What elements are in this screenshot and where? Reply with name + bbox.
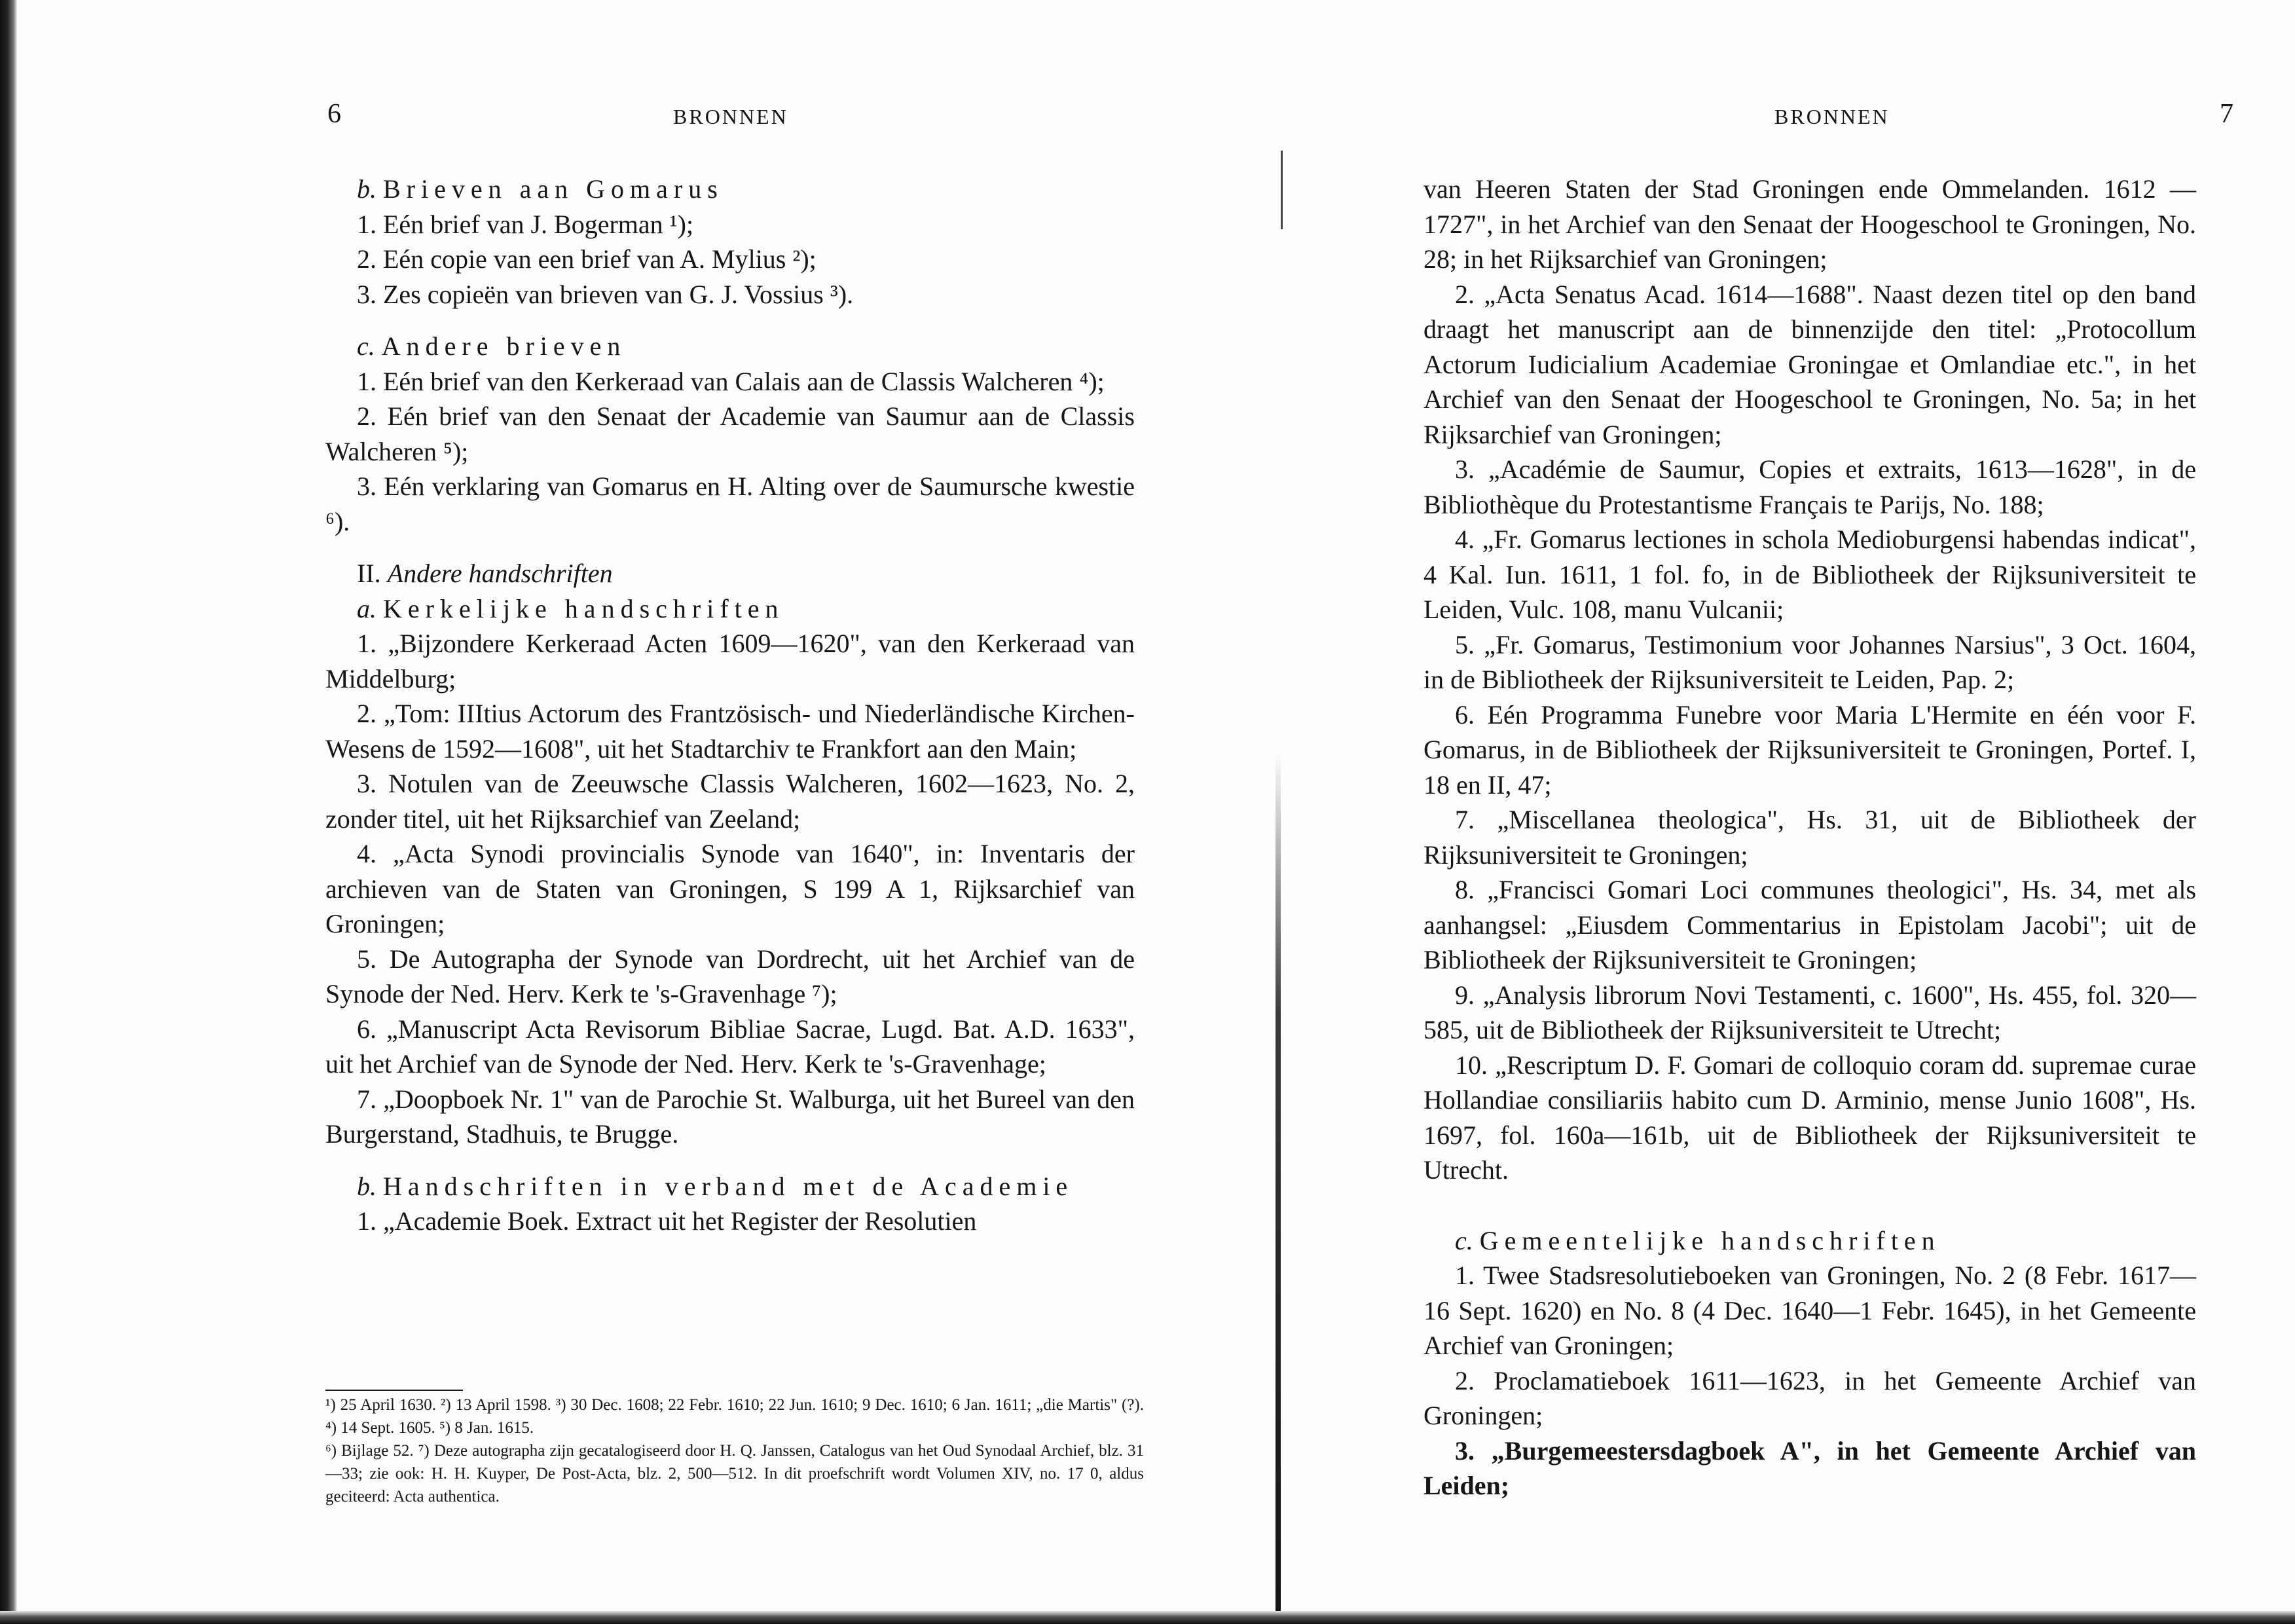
section-label: a. [357, 593, 376, 623]
list-item: 1. „Academie Boek. Extract uit het Register der Resolutien [357, 1206, 977, 1236]
section-title: Andere brieven [381, 331, 627, 361]
page-number: 6 [327, 99, 341, 129]
list-item: 2. „Acta Senatus Acad. 1614—1688". Naast dezen titel op den band draagt het manuscript aan de binnenzijde den titel: „Protocollum Actorum Iudicialium Academiae Groningae et Omlandiae etc.", in het Archief van den Senaat der Hoogeschool te Groningen, No. 5a; in het Rijksarchief van Groningen; [1423, 279, 2196, 449]
footnotes [325, 1393, 1144, 1508]
running-head: BRONNEN [1774, 105, 1890, 128]
list-item: 2. Eén brief van den Senaat der Academie van Saumur aan de Classis Walcheren ⁵); [325, 401, 1135, 466]
list-item: 5. De Autographa der Synode van Dordrecht, uit het Archief van de Synode der Ned. Herv. Kerk te 's-Gravenhage ⁷); [325, 944, 1135, 1008]
list-item: 7. „Doopboek Nr. 1" van de Parochie St. Walburga, uit het Bureel van den Burgerstand, Stadhuis, te Brugge. [325, 1084, 1135, 1149]
list-item: 4. „Acta Synodi provincialis Synode van 1640", in: Inventaris der archieven van de Staten van Groningen, S 199 A 1, Rijksarchief van Groningen; [325, 839, 1135, 938]
right-text-block [1423, 172, 2196, 1504]
list-item: 3. „Académie de Saumur, Copies et extraits, 1613—1628", in de Bibliothèque du Protestantisme Français te Parijs, No. 188; [1423, 454, 2196, 519]
section-label: b. [357, 1171, 376, 1201]
section-title: Brieven aan Gomarus [383, 174, 724, 204]
list-item: 6. „Manuscript Acta Revisorum Bibliae Sacrae, Lugd. Bat. A.D. 1633", uit het Archief van de Synode der Ned. Herv. Kerk te 's-Gravenhage; [325, 1014, 1135, 1079]
continued-paragraph: van Heeren Staten der Stad Groningen ende Ommelanden. 1612 —1727", in het Archief van den Senaat der Hoogeschool te Groningen, No. 28; in het Rijksarchief van Groningen; [1423, 174, 2196, 274]
list-item: 2. Proclamatieboek 1611—1623, in het Gemeente Archief van Groningen; [1423, 1365, 2196, 1430]
footnote-line: ¹) 25 April 1630. ²) 13 April 1598. ³) 30 Dec. 1608; 22 Febr. 1610; 22 Jun. 1610; 9 Dec. 1610; 6 Jan. 1611; „die Martis" (?). ⁴) 14 Sept. 1605. ⁵) 8 Jan. 1615. [325, 1396, 1144, 1437]
list-item: 9. „Analysis librorum Novi Testamenti, c. 1600", Hs. 455, fol. 320—585, uit de Bibliotheek der Rijksuniversiteit te Utrecht; [1423, 980, 2196, 1044]
section-label: c. [1455, 1225, 1473, 1255]
list-item: 2. Eén copie van een brief van A. Mylius ²); [357, 244, 817, 274]
section-heading [325, 172, 1135, 207]
list-item: 8. „Francisci Gomari Loci communes theologici", Hs. 34, met als aanhangsel: „Eiusdem Commentarius in Epistolam Jacobi"; uit de Bibliotheek der Rijksuniversiteit te Groningen; [1423, 875, 2196, 974]
section-heading [1423, 1223, 2196, 1259]
list-item: 1. Eén brief van den Kerkeraad van Calais aan de Classis Walcheren ⁴); [357, 366, 1105, 396]
part-heading [325, 556, 1135, 591]
footnote-line: ⁶) Bijlage 52. ⁷) Deze autographa zijn gecatalogiseerd door H. Q. Janssen, Catalogus van het Oud Synodaal Archief, blz. 31—33; zie ook: H. H. Kuyper, De Post-Acta, blz. 2, 500—512. In dit proefschrift wordt Volumen XIV, no. 17 0, aldus geciteerd: Acta authentica. [325, 1442, 1144, 1505]
list-item: 1. Eén brief van J. Bogerman ¹); [357, 209, 694, 239]
list-item: 1. „Bijzondere Kerkeraad Acten 1609—1620", van den Kerkeraad van Middelburg; [325, 629, 1135, 693]
list-item: 1. Twee Stadsresolutieboeken van Groningen, No. 2 (8 Febr. 1617—16 Sept. 1620) en No. 8 (4 Dec. 1640—1 Febr. 1645), in het Gemeente Archief van Groningen; [1423, 1261, 2196, 1360]
list-item: 6. Eén Programma Funebre voor Maria L'Hermite en één voor F. Gomarus, in de Bibliotheek der Rijksuniversiteit te Groningen, Portef. I, 18 en II, 47; [1423, 699, 2196, 800]
section-heading [325, 329, 1135, 364]
footnote-rule [325, 1390, 463, 1391]
part-label: II. [357, 559, 381, 588]
list-item: 2. „Tom: IIItius Actorum des Frantzösisch- und Niederländische Kirchen-Wesens de 1592—1608", uit het Stadtarchiv te Frankfort aan den Main; [325, 699, 1135, 764]
list-item: 3. Notulen van de Zeeuwsche Classis Walcheren, 1602—1623, No. 2, zonder titel, uit het Rijksarchief van Zeeland; [325, 769, 1135, 834]
list-item: 5. „Fr. Gomarus, Testimonium voor Johannes Narsius", 3 Oct. 1604, in de Bibliotheek der Rijksuniversiteit te Leiden, Pap. 2; [1423, 629, 2196, 694]
part-title: Andere handschriften [387, 559, 613, 588]
list-item: 10. „Rescriptum D. F. Gomari de colloquio coram dd. supremae curae Hollandiae consiliariis habito cum D. Arminio, mense Junio 1608", Hs. 1697, fol. 160a—161b, uit de Bibliotheek der Rijksuniversiteit te Utrecht. [1423, 1050, 2196, 1185]
section-title: Gemeentelijke handschriften [1479, 1225, 1941, 1255]
list-item: 3. Zes copieën van brieven van G. J. Vossius ³). [357, 279, 854, 309]
right-page [1277, 0, 2295, 1624]
list-item: 3. „Burgemeestersdagboek A", in het Gemeente Archief van Leiden; [1423, 1435, 2196, 1500]
left-text-block [325, 172, 1135, 1239]
list-item: 3. Eén verklaring van Gomarus en H. Alting over de Saumursche kwestie ⁶). [325, 471, 1135, 536]
section-label: c. [357, 331, 375, 361]
list-item: 4. „Fr. Gomarus lectiones in schola Medioburgensi habendas indicat", 4 Kal. Iun. 1611, 1 fol. fo, in de Bibliotheek der Rijksuniversiteit te Leiden, Vulc. 108, manu Vulcanii; [1423, 525, 2196, 624]
section-title: Handschriften in verband met de Academie [383, 1171, 1074, 1201]
page-number: 7 [2220, 99, 2233, 129]
section-heading [325, 591, 1135, 627]
section-label: b. [357, 174, 376, 204]
section-heading [325, 1169, 1135, 1204]
running-head: BRONNEN [673, 105, 788, 128]
list-item: 7. „Miscellanea theologica", Hs. 31, uit de Bibliotheek der Rijksuniversiteit te Groningen; [1423, 805, 2196, 870]
section-title: Kerkelijke handschriften [383, 593, 784, 623]
